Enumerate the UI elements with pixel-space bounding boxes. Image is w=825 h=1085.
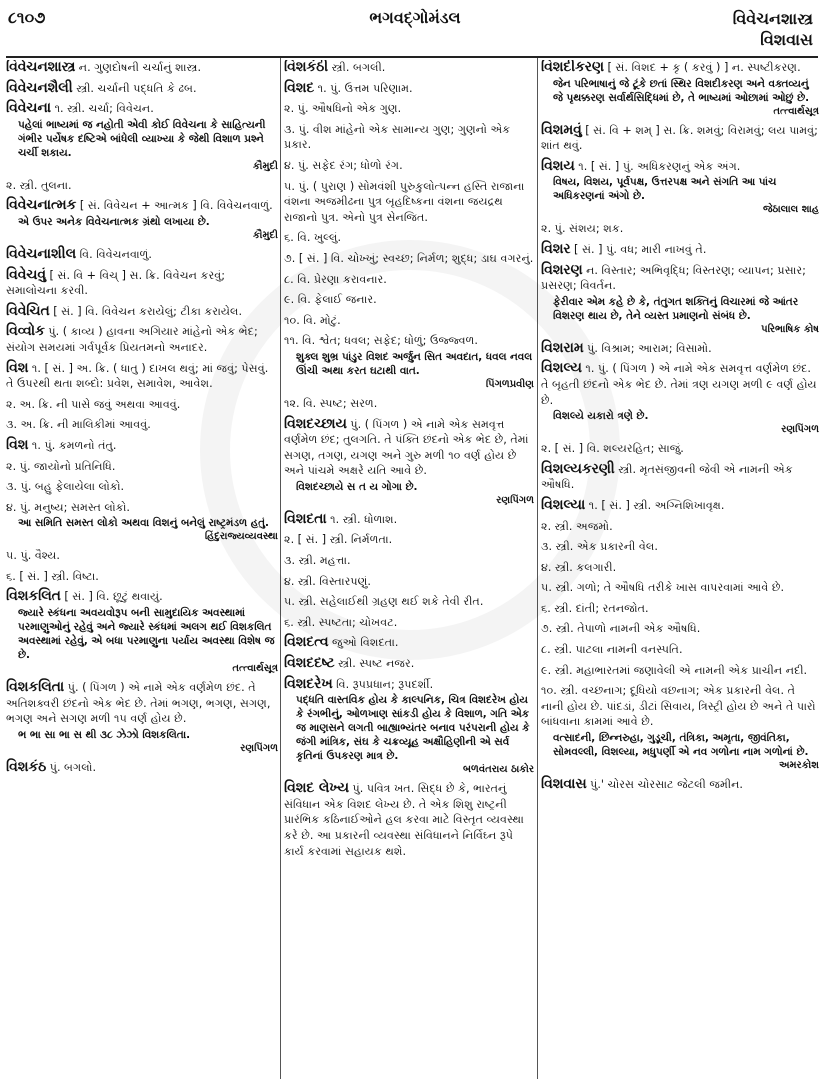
definition: ૨. [ સં. ] વિ. શલ્યરહિત; સાજું. [541,442,684,456]
definition: [ સં. ] વિ. છૂટું થવાયું. [64,590,163,604]
dictionary-entry [284,656,534,672]
definition: ૬. સ્ત્રી. દાંતી; રતનજોત. [541,601,649,615]
definition: ૪. સ્ત્રી. કલગારી. [541,560,617,574]
definition: [ સં. વિવેચન + આત્મક ] વિ. વિવેચનવાળું. [79,199,273,213]
dictionary-entry [6,548,278,564]
citation-text: વિશદચ્છાયે સ ત ય ગોગા છે. [296,480,418,493]
citation-source: હિંદુરાજ્યવ્યવસ્થા [204,531,278,543]
headword: વિશદ લેખ્ય [284,780,349,797]
dictionary-entry [6,268,278,299]
citation-text: આ સમિતિ સમસ્ત લોકો અથવા વિશનું બનેલું રાષ્ટ્રમંડળ હતું. [18,517,269,530]
dictionary-entry [541,498,819,514]
dictionary-entry [6,760,278,776]
headword: વિશવાસ [541,776,587,793]
dictionary-entry [284,532,534,548]
column-2 [284,60,534,1081]
headword: વિવેચના [6,100,52,117]
dictionary-entry [284,594,534,610]
definition: ૨. પું. જાયોનો પ્રતિનિધિ. [6,459,116,473]
citation-source: અમરકોશ [778,760,819,772]
headword: વિવેચનાશીલ [6,245,77,262]
citation [296,350,534,391]
citation [18,118,278,173]
citation-source: તત્ત્વાર્થસૂત્ર [773,105,819,117]
citation [553,295,819,336]
column-divider [280,58,281,1079]
dictionary-entry [541,539,819,555]
page-number: ૮૧૦૭ [8,8,46,27]
definition: ૫. સ્ત્રી. સહેલાઈથી ગ્રહણ થઈ શકે તેવી રીત. [284,595,484,609]
citation-source: કૌમુદી [252,160,278,172]
headword: વિશલ્યકરણી [541,460,615,477]
headword: વિશમવું [541,121,582,138]
citation-text: પહેલાં ભાષ્યમાં જ નહોતી એવી કોઈ વિવેચના કે સાહિત્યની ગંભીર પર્યેષક દષ્ટિએ બાંધેલી વ્યાખ્યા કે જેથી વિશાળ પ્રશ્ને ચર્ચી શકાય. [18,118,266,159]
citation-source: રણપિંગળ [496,494,534,506]
definition: પું. ( પિંગળ ) એ નામે એક વર્ણમેળ છંદ. તે અતિશક્વરી છંદનો એક ભેદ છે. તેમાં ભગણ, ભગણ, સગણ, ભગણ અને સગણ મળી ૧૫ વર્ણ હોય છે. [6,681,271,726]
dictionary-entry [6,397,278,413]
headword: વિશલ્ય [541,360,582,377]
headword: વિવેચિત [6,302,50,319]
definition: ૩. અ. ક્રિ. ની માલિકીમાં આવવું. [6,418,151,432]
dictionary-entry [284,292,534,308]
definition: વિ. રૂપપ્રધાન; રૂપદર્શી. [336,677,434,691]
dictionary-entry [6,101,278,173]
definition: ન. ગુણદોષની ચર્ચાનું શાસ્ત્ર. [78,61,202,74]
citation-source: રણપિંગળ [781,424,819,436]
definition: ૩. પું. બહુ ફેલાયેલા લોકો. [6,480,125,494]
citation-text: વત્સાદની, છિન્નરુહા, ગુડૂચી, તંત્રિકા, અમૃતા, જીવંતિકા, સોમવલ્લી, વિશલ્યા, મધુપર્ણી એ નવ ગળોના નામ ગળોનાં છે. [553,732,809,759]
citation-source: જેઠાલાલ શાહ [762,204,819,216]
definition: ૫. પું. ( પુરાણ ) સોમવંશી પુરુકુલોત્પન્ન હસ્તિ રાજાના વંશના અજમીઢના પુત્ર બૃહદિષ્કના વંશના જયદ્રથ રાજાનો પુત્ર. એનો પુત્ર સેનજિત. [284,179,525,224]
definition: [ સં. ] પું. વધ; મારી નાખવું તે. [574,242,707,256]
headword: વિવેચનશૈલી [6,79,73,96]
citation-text: પદ્ધતિ વાસ્તવિક હોય કે કાલ્પનિક, ચિત્ર વિશદરેખ હોય કે રંગભીનું, ઓળખાણ સાંકડી હોય કે વિશાળ, ગતિ એક જ માણસને લગતી બાહ્યાભ્યંતર બનાવ પરંપરાની હોય કે જંગી માંત્રિક, સંઘ કે ચક્રવ્યૂહ અક્ષૌહિણીની એ સર્વ કૃતિનાં ઉપકરણ માત્ર છે. [296,694,530,763]
definition: [ સં. વિશદ + કૃ ( કરવું ) ] ન. સ્પષ્ટીકરણ. [607,61,801,74]
definition: પું.' ચોરસ ચોરસાટ જેટલી જમીન. [590,778,743,792]
dictionary-entry [541,560,819,576]
citation [553,731,819,772]
dictionary-entry [541,341,819,357]
dictionary-entry [6,680,278,755]
definition: ૫. પું. વૈશ્ય. [6,549,60,563]
guide-word-last: વિશવાસ [760,30,813,49]
dictionary-entry [284,512,534,528]
definition: ૧૧. વિ. શ્વેત; ધવલ; સફેદ; ધોળું; ઉજ્જ્વળ. [284,334,478,348]
citation [553,175,819,216]
headword: વિશ [6,359,29,376]
dictionary-entry [6,569,278,585]
headword: વિવેચનશાસ્ત્ર [6,60,76,75]
definition: ૨. [ સં. ] સ્ત્રી. નિર્મળતા. [284,533,393,547]
definition: ૬. [ સં. ] સ્ત્રી. વિષ્ટા. [6,569,99,583]
citation [18,516,278,543]
dictionary-entry [6,178,278,194]
dictionary-entry [541,123,819,154]
citation [296,480,534,507]
citation-text: એ ઉપર અનેક વિવેચનાત્મક ગ્રંથો લખાયા છે. [18,215,210,228]
headword: વિશર [541,240,571,257]
citation-source: પિંગળપ્રવીણ [485,378,534,390]
dictionary-entry [284,417,534,507]
definition: ૧૦. વિ. મોટું. [284,313,341,327]
definition: ૧૦. સ્ત્રી. વચ્છનાગ; દૂધિયો વછનાગ; એક પ્રકારની વેલ. તે નાની હોય છે. પાંદડાં, ડીટાં સિવાય, ત્રિસ્ટ્રી હોય છે અને તે પારો બાંધવાના કામમાં આવે છે. [541,684,816,729]
definition: પું. વિશ્રામ; આરામ; વિસામો. [587,341,712,355]
definition: ૧. [ સં. ] પું. અધિકરણનું એક અંગ. [578,159,741,173]
definition: ૧. પું. ઉત્તમ પરિણામ. [317,81,413,95]
dictionary-entry [541,242,819,258]
definition: ૩. સ્ત્રી. એક પ્રકારની વેલ. [541,540,658,554]
headword: વિશકંઠી [284,60,329,75]
dictionary-entry [284,81,534,97]
citation-source: રણપિંગળ [240,742,278,754]
definition: ૨. પું. સંશય; શક. [541,222,624,236]
dictionary-entry [284,313,534,329]
definition: ૨. સ્ત્રી. અજમો. [541,519,613,533]
definition: [ સં. વિ + વિચ્ ] સ. ક્રિ. વિવેચન કરવું; સમાલોચના કરવી. [6,268,225,298]
headword: વિશલ્યા [541,496,586,513]
citation [553,77,819,118]
dictionary-entry [6,324,278,355]
headword: વિવેચવું [6,266,46,283]
definition: ૬. વિ. ખુલ્લું. [284,231,342,245]
definition: જુઓ વિશદતા. [332,636,399,650]
definition: ૯. વિ. ફેલાઈ જનાર. [284,293,377,307]
definition: ૩. સ્ત્રી. મહત્તા. [284,554,351,568]
dictionary-entry [541,642,819,658]
dictionary-entry [284,396,534,412]
dictionary-entry [6,459,278,475]
definition: પું. પવિત્ર ખત. સિદ્ધ છે કે, ભારતનું સંવિધાન એક વિશદ લેખ્ય છે. તે એક શિશુ રાષ્ટ્રની પ્રારંભિક કઠિનાઈઓને હલ કરવા માટે વિસ્તૃત વ્યવસ્થા કરે છે. આ પ્રકારની વ્યવસ્થા સંવિધાનને નિર્વિઘ્ન રૂપે કાર્ય કરવામાં સહાયક થશે. [284,782,524,858]
citation-source: તત્ત્વાર્થસૂત્ર [232,663,278,675]
dictionary-entry [6,438,278,454]
definition: ૧. [ સં. ] અ. ક્રિ. ( ધાતુ ) દાખલ થવું; માં જવું; પેસવું. તે ઉપરથી થતા શબ્દો: પ્રવેશ, સમાવેશ, આવેશ. [6,361,269,391]
dictionary-entry [284,553,534,569]
dictionary-entry [284,230,534,246]
citation-text: ફેરીવાર એમ કહે છે કે, તંતુગત શક્તિનું વિચારમાં જે આંતર વિશરણ થાય છે, તેને વ્યસ્ત પ્રમાણનો સંબંધ છે. [553,295,799,322]
dictionary-entry [6,81,278,97]
headword: વિશકલિત [6,588,61,605]
dictionary-entry [284,574,534,590]
headword: વિશદત્વ [284,634,329,651]
dictionary-entry [6,198,278,242]
definition: ૧૨. વિ. સ્પષ્ટ; સરળ. [284,396,378,410]
citation-source: પરિભાષિક કોષ [761,323,819,335]
dictionary-entry [541,683,819,772]
dictionary-entry [284,615,534,631]
definition: વિ. વિવેચનવાળું. [79,247,152,261]
citation-text: વિશલ્યે યકારો ત્રણે છે. [553,410,649,423]
definition: ૪. પું. સફેદ રંગ; ધોળો રંગ. [284,158,403,172]
headword: વિશદીકરણ [541,60,604,75]
definition: પું. ( કાવ્ય ) હાવના અગિયાર માંહેનો એક ભેદ; સંયોગ સમયમાં ગર્વપૂર્વક પ્રિયતમનો અનાદર. [6,325,258,354]
guide-words [733,8,813,56]
dictionary-entry [6,589,278,675]
dictionary-entry [284,101,534,117]
definition: ૨. અ. ક્રિ. ની પાસે જવું અથવા આવવું. [6,397,181,411]
headword: વિશદચ્છાય [284,415,347,432]
definition: ૯. સ્ત્રી. મહાભારતમાં જણાવેલી એ નામની એક પ્રાચીન નદી. [541,663,808,677]
header-rule [6,56,818,58]
headword: વિશદ [284,79,315,96]
book-title: ભગવદ્ગોમંડલ [369,8,461,27]
citation-text: ભ ભા સા ભા સ થી ૩૮ ઝેઝો વિશકલિતા. [18,728,191,741]
dictionary-entry [6,361,278,392]
dictionary-entry [284,60,534,76]
definition: ૧. પું. ( પિંગળ ) એ નામે એક સમવૃત્ત વર્ણમેળ છંદ. તે બૃહતી છંદનો એક ભેદ છે. તેમાં ત્રણ યગણ મળી ૯ વર્ણ હોય છે. [541,362,817,407]
definition: ૨. સ્ત્રી. તુલના. [6,178,72,192]
definition: ૧. પું. કમળનો તંતુ. [31,438,117,452]
dictionary-entry [541,777,819,793]
definition: સ્ત્રી. ચર્ચાની પદ્ધતિ કે ઢબ. [76,81,197,95]
definition: ૪. સ્ત્રી. વિસ્તારપણું. [284,574,371,588]
dictionary-entry [541,580,819,596]
dictionary-entry [541,159,819,217]
definition: ૨. પું. ઔષધિનો એક ગુણ. [284,102,402,116]
dictionary-entry [541,221,819,237]
dictionary-entry [541,361,819,436]
definition: ૭. સ્ત્રી. તેપાળો નામની એક ઔષધિ. [541,622,701,636]
headword: વિશકલિતા [6,679,65,696]
definition: ૧. સ્ત્રી. ચર્ચા; વિવેચન. [54,102,154,116]
citation-source: બળવંતરાય ઠાકોર [463,764,534,776]
citation [296,693,534,776]
headword: વિશ [6,436,29,453]
definition: પું. ( પિંગળ ) એ નામે એક સમવૃત્ત વર્ણમેળ છંદ; તુલગતિ. તે પંક્તિ છંદનો એક ભેદ છે, તેમાં સગણ, તગણ, યગણ અને ગુરુ મળી ૧૦ વર્ણ હોય છે અને પાંચમે અક્ષરે યતિ આવે છે. [284,417,529,478]
dictionary-entry [284,781,534,859]
dictionary-entry [6,60,278,76]
definition: સ્ત્રી. સ્પષ્ટ નજર. [338,657,415,671]
dictionary-entry [541,663,819,679]
dictionary-entry [284,333,534,391]
definition: પું. બગલો. [49,760,97,774]
dictionary-entry [6,247,278,263]
headword: વિશરણ [541,261,583,278]
definition: ૮. વિ. પ્રેરણા કરાવનાર. [284,272,387,286]
citation [18,728,278,755]
headword: વિશરામ [541,339,584,356]
column-3 [541,60,819,1081]
definition: [ સં. વિ + શમ્ ] સ. ક્રિ. શમવું; વિરામવું; લય પામવું; શાંત થવું. [541,123,818,153]
citation [18,606,278,675]
dictionary-entry [6,500,278,544]
definition: સ્ત્રી. મૃતસંજીવની જેવી એ નામની એક ઔષધિ. [541,462,793,492]
definition: ૬. સ્ત્રી. સ્પષ્ટતા; ચોખવટ. [284,615,398,629]
definition: ૧. [ સં. ] સ્ત્રી. અગ્નિશિખાવૃક્ષ. [588,498,725,512]
definition: ૪. પું. મનુષ્ય; સમસ્ત લોકો. [6,500,130,514]
dictionary-entry [6,417,278,433]
dictionary-entry [284,677,534,777]
definition: ૩. પું. વીશ માંહેનો એક સામાન્ય ગુણ; ગુણનો એક પ્રકાર. [284,122,511,152]
headword: વિશદતા [284,510,327,527]
definition: ૧. સ્ત્રી. ધોળાશ. [330,512,398,526]
dictionary-entry [541,601,819,617]
definition: [ સં. ] વિ. વિવેચન કરાયેલું; ટીકા કરાયેલ. [53,304,242,318]
definition: ૫. સ્ત્રી. ગળો; તે ઔષધિ તરીકે ખાસ વાપરવામાં આવે છે. [541,581,785,595]
citation [553,409,819,436]
dictionary-entry [541,263,819,336]
citation-text: જેન પરિભાષાનું જે ટૂંકે છતાં સ્થિર વિશદીકરણ અને વક્તવ્યનું જે પૃથક્કરણ સર્વાર્થસિદ્ધિમાં છે, તે ભાષ્યમાં ઓછામાં ઓછું છે. [553,77,810,104]
headword: વિવેચનાત્મક [6,197,77,214]
dictionary-entry [541,462,819,493]
citation-text: શુક્લ શુભ્ર પાંડુર વિશદ અર્જુન સિત અવદાત, ધવલ નવલ ઊંચી અથા કરત ઘટાથી વાત. [296,350,533,377]
dictionary-entry [541,441,819,457]
column-1 [6,60,278,1081]
headword: વિશકંઠ [6,758,47,775]
dictionary-entry [541,621,819,637]
headword: વિશય [541,157,575,174]
definition: ૮. સ્ત્રી. પાટલા નામની વનસ્પતિ. [541,643,683,657]
dictionary-entry [284,122,534,153]
headword: વિશદદષ્ટ [284,655,335,672]
dictionary-entry [284,272,534,288]
citation-text: જ્યારે સ્કંધના અવયવોરૂપ બની સામુદાયિક અવસ્થામાં પરમાણુઓનું રહેવું અને જ્યારે સ્કંધમાં અલગ થઈ વિશકલિત અવસ્થામાં રહેવું, એ બધા પરમાણુના પર્યાય અવસ્થા વિશેષ જ છે. [18,607,275,662]
citation [18,215,278,242]
column-divider [537,58,538,1079]
dictionary-entry [541,519,819,535]
dictionary-entry [6,479,278,495]
guide-word-first: વિવેચનશાસ્ત્ર [732,9,813,28]
definition: સ્ત્રી. બગલી. [331,61,386,74]
dictionary-entry [284,179,534,226]
dictionary-entry [541,60,819,118]
definition: ન. વિસ્તાર; અભિવૃદ્ધિ; વિસ્તરણ; વ્યાપન; પ્રસાર; પ્રસરણ; વિવર્તન. [541,263,806,293]
headword: વિશદરેખ [284,675,333,692]
definition: ૭. [ સં. ] વિ. ચોખ્ખું; સ્વચ્છ; નિર્મળ; શુદ્ધ; ડાઘ વગરનું. [284,251,534,265]
citation-text: વિષય, વિશય, પૂર્વપક્ષ, ઉત્તરપક્ષ અને સંગતિ આ પાંચ અધિકરણનાં અંગો છે. [553,176,777,203]
dictionary-entry [284,635,534,651]
dictionary-entry [284,158,534,174]
headword: વિવ્વોક [6,323,45,340]
dictionary-entry [284,251,534,267]
dictionary-entry [6,304,278,320]
citation-source: કૌમુદી [252,229,278,241]
